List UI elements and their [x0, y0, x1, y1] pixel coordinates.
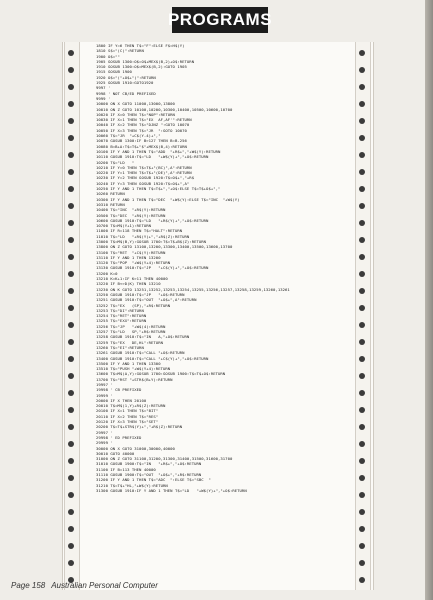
feed-hole — [359, 118, 365, 124]
feed-hole — [359, 84, 365, 90]
listing-line: 13200 K=0 — [96, 270, 118, 276]
listing-line: 13252 T$="EX (SP),"+R$:RETURN — [96, 302, 171, 308]
listing-line: 13259 T$="EX DE,HL":RETURN — [96, 339, 163, 345]
listing-line: 30000 ON X GOTO 31000,30000,40000 — [96, 445, 175, 451]
feed-hole — [68, 458, 74, 464]
section-title: PROGRAMS — [172, 7, 268, 33]
listing-line: 10070 GOSUB 1300:IF B>127 THEN B=B-256 — [96, 138, 187, 144]
listing-line: 1900 O$="" — [96, 53, 120, 59]
feed-hole — [68, 237, 74, 243]
feed-hole — [359, 390, 365, 396]
listing-line: 10400 T$="INC "+R$(Y):RETURN — [96, 207, 166, 213]
listing-line: 10230 IF Y=2 THEN GOSUB 1920:T$=O$+","+R$ — [96, 175, 195, 181]
feed-hole — [359, 186, 365, 192]
feed-hole — [68, 356, 74, 362]
listing-line: 10080 B=B+A:T$=T$+"$"+MEX$(B,4):RETURN — [96, 143, 187, 149]
feed-hole — [68, 67, 74, 73]
listing-line: 29997 ' — [96, 429, 113, 435]
listing-line: 31100 IF B=113 THEN 40000 — [96, 466, 156, 472]
listing-line: 13253 T$="DI":RETURN — [96, 307, 144, 313]
listing-line: 31200 IF Y AND 1 THEN T$="ADC ":ELSE T$="SBC " — [96, 477, 211, 483]
listing-line: 20100 IF X=1 THEN T$="BIT" — [96, 408, 159, 414]
feed-hole — [68, 101, 74, 107]
feed-hole — [68, 373, 74, 379]
feed-hole — [68, 288, 74, 294]
listing-line: 10220 IF Y=1 THEN T$=T$+"(DE)",A":RETURN — [96, 170, 192, 176]
feed-hole — [68, 271, 74, 277]
listing-line: 10050 IF X=3 THEN T$="JR ":GOTO 10070 — [96, 127, 187, 133]
listing-line: 13250 GOSUB 1910:T$="JP "+O$:RETURN — [96, 291, 185, 297]
listing-line: 10040 IF X=2 THEN T$="DJNZ ":GOTO 10070 — [96, 122, 190, 128]
listing-line: 10000 ON X GOTO 11000,13000,13800 — [96, 101, 175, 107]
feed-hole — [359, 152, 365, 158]
listing-line: 1920 O$="("+O$+")":RETURN — [96, 74, 156, 80]
listing-line: 10010 ON Z GOTO 10100,10200,10300,10400,10500,10600,10700 — [96, 106, 233, 112]
tractor-feed-left — [64, 42, 80, 590]
listing-line: 13100 T$="RET "+C$(Y):RETURN — [96, 249, 166, 255]
listing-line: 10100 IF Y AND 1 THEN T$="ADD "+R$+","+W$(Y):RETURN — [96, 148, 221, 154]
feed-hole — [68, 339, 74, 345]
feed-hole — [68, 220, 74, 226]
feed-hole — [68, 254, 74, 260]
listing-line: 10030 IF X=1 THEN T$="EX AF,AF'":RETURN — [96, 117, 192, 123]
program-listing — [96, 43, 354, 588]
listing-line: 1810 S$="(C)":RETURN — [96, 48, 144, 54]
listing-line: 11000 IF R=118 THEN T$="HALT":RETURN — [96, 228, 183, 234]
feed-hole — [359, 67, 365, 73]
feed-hole — [359, 339, 365, 345]
feed-hole — [359, 577, 365, 583]
feed-hole — [359, 441, 365, 447]
feed-hole — [359, 288, 365, 294]
listing-line: 13251 GOSUB 1910:T$="OUT "+O$+",A":RETURN — [96, 297, 197, 303]
feed-hole — [359, 373, 365, 379]
listing-line: 13120 T$="POP "+W$(Y+4):RETURN — [96, 260, 171, 266]
listing-line: 13258 GOSUB 1910:T$="IN A,"+O$:RETURN — [96, 334, 190, 340]
feed-hole — [68, 509, 74, 515]
listing-line: 1800 IF Y=6 THEN T$="F":ELSE F$=H$(Y) — [96, 43, 185, 48]
feed-hole — [359, 407, 365, 413]
listing-line: 13220 IF B<>D(K) THEN 13210 — [96, 281, 161, 287]
listing-line: 10200 T$="LD " — [96, 159, 135, 165]
feed-hole — [68, 424, 74, 430]
listing-line: 13500 IF Y AND 1 THEN 13300 — [96, 360, 161, 366]
listing-line: 13110 IF Y AND 1 THEN 13200 — [96, 254, 161, 260]
feed-hole — [68, 118, 74, 124]
listing-line: 1915 GOSUB 1900 — [96, 69, 132, 75]
listing-line: 20200 T$=T$+STR$(Y)+","+R$(Z):RETURN — [96, 424, 183, 430]
feed-hole — [359, 50, 365, 56]
listing-line: 10210 IF Y=0 THEN T$=T$+"(BC)",A":RETURN — [96, 164, 192, 170]
feed-hole — [68, 50, 74, 56]
page-footer — [11, 581, 158, 590]
feed-hole — [68, 305, 74, 311]
feed-hole — [359, 237, 365, 243]
feed-hole — [68, 84, 74, 90]
feed-hole — [359, 254, 365, 260]
listing-line: 11010 T$="LD "+R$(Y)+","+R$(Z):RETURN — [96, 233, 190, 239]
listing-line: 10600 GOSUB 1910:T$="LD "+R$(Y)+","+O$:RETURN — [96, 217, 209, 223]
tractor-feed-right — [355, 42, 371, 590]
feed-hole — [359, 458, 365, 464]
feed-hole — [68, 407, 74, 413]
listing-line: 1910 GOSUB 1300:O$=MEX$(B,2):GOTO 1905 — [96, 64, 187, 70]
feed-hole — [359, 220, 365, 226]
listing-line: 9999 ' — [96, 95, 111, 101]
listing-line: 31300 GOSUB 1910:IF Y AND 1 THEN T$="LD "+W$(Y)+","+O$:RETURN — [96, 487, 247, 493]
listing-line: 13600 T$=M$(A,Y):GOSUB 1700:GOSUB 1900:T$=T$+O$:RETURN — [96, 371, 226, 377]
listing-line: 31110 GOSUB 1900:T$="OUT "+O$+","+R$:RETURN — [96, 472, 202, 478]
feed-hole — [359, 560, 365, 566]
listing-line: 10020 IF X=0 THEN T$="NOP":RETURN — [96, 111, 175, 117]
feed-hole — [359, 424, 365, 430]
listing-line: 20010 T$=M$(1,Y)+R$(Z):RETURN — [96, 403, 166, 409]
feed-hole — [68, 492, 74, 498]
feed-hole — [359, 543, 365, 549]
listing-line: 1925 GOSUB 1910:GOTO1920 — [96, 80, 154, 86]
listing-line: 29999 ' — [96, 440, 113, 446]
listing-line: 9998 ' NOT CB/ED PREFIXED — [96, 90, 156, 96]
feed-hole — [68, 526, 74, 532]
feed-hole — [68, 186, 74, 192]
listing-line: 13260 T$="EI":RETURN — [96, 344, 144, 350]
listing-line: 10300 IF Y AND 1 THEN T$="DEC "+W$(Y):ELSE T$="INC "+W$(Y) — [96, 196, 240, 202]
listing-line: 13256 T$="JP "+W$(4):RETURN — [96, 323, 166, 329]
feed-hole — [68, 135, 74, 141]
feed-hole — [68, 390, 74, 396]
feed-hole — [359, 356, 365, 362]
feed-hole — [68, 560, 74, 566]
listing-line: 10060 T$="JR "+C$(Y-4)+"," — [96, 133, 161, 139]
listing-line: 13254 T$="RET":RETURN — [96, 313, 147, 319]
listing-line: 10240 IF Y=3 THEN GOSUB 1920:T$=O$+",A" — [96, 180, 190, 186]
listing-line: 13000 T$=M$(B,Y):GOSUB 1700:T$=T$+B$(Z):RETURN — [96, 238, 207, 244]
listing-line: 19997 ' — [96, 382, 113, 387]
listing-line: 13400 GOSUB 1910:T$="CALL "+C$(Y)+","+O$:RETURN — [96, 355, 209, 361]
listing-line: 13800 ON Z GOTO 13100,13200,13300,13400,13500,13600,13700 — [96, 244, 233, 250]
listing-line: 29998 ' ED PREFIXED — [96, 434, 142, 440]
page-number: Page 158 — [11, 581, 46, 590]
listing-line: 31210 T$=T$+"HL,"+W$(Y):RETURN — [96, 482, 168, 488]
listing-line: 13510 T$="PUSH "+W$(Y+4):RETURN — [96, 366, 171, 372]
listing-line: 13257 T$="LD SP,"+R$:RETURN — [96, 329, 166, 335]
feed-hole — [68, 169, 74, 175]
feed-hole — [359, 526, 365, 532]
listing-line: 10260 RETURN — [96, 191, 125, 197]
listing-line: 20110 IF X=2 THEN T$="RES" — [96, 413, 159, 419]
listing-line: 31000 ON Z GOTO 31100,31200,31300,31400,31500,31600,31700 — [96, 456, 233, 462]
listing-line: 1905 GOSUB 1300:O$=O$+MEX$(B,2)+O$:RETURN — [96, 58, 195, 64]
listing-line: 10250 IF Y AND 1 THEN T$=T$+","+O$:ELSE T$=T$+O$+"," — [96, 186, 221, 192]
listing-line: 10110 GOSUB 1910:T$="LD "+W$(Y)+","+O$:RETURN — [96, 154, 209, 160]
feed-hole — [68, 543, 74, 549]
feed-hole — [359, 169, 365, 175]
listing-line: 9997 ' — [96, 85, 111, 91]
feed-hole — [359, 271, 365, 277]
listing-line: 10310 RETURN — [96, 201, 125, 207]
feed-hole — [359, 305, 365, 311]
listing-line: 10500 T$="DEC "+R$(Y):RETURN — [96, 212, 166, 218]
listing-line: 19999 ' — [96, 392, 113, 398]
feed-hole — [68, 322, 74, 328]
feed-hole — [359, 135, 365, 141]
listing-line: 10700 T$=M$(Y+1):RETURN — [96, 223, 152, 229]
listing-line: 13230 ON K GOTO 13251,13252,13253,13254,13255,13256,13257,13258,13259,13260,13261 — [96, 286, 290, 292]
facing-page-edge — [425, 0, 433, 600]
listing-line: 31010 GOSUB 1900:T$="IN "+R$+","+O$:RETURN — [96, 461, 202, 467]
listing-line: 13255 T$="EXX":RETURN — [96, 318, 147, 324]
listing-line: 20120 IF X=3 THEN T$="SET" — [96, 419, 159, 425]
feed-hole — [68, 203, 74, 209]
feed-hole — [359, 492, 365, 498]
feed-hole — [68, 441, 74, 447]
listing-line: 13700 T$="RST "+STR$(B+Y):RETURN — [96, 376, 173, 382]
feed-hole — [359, 509, 365, 515]
listing-line: 30010 GOTO 40000 — [96, 450, 135, 456]
listing-line: 13210 K=K+1:IF K>11 THEN 40000 — [96, 276, 168, 282]
feed-hole — [359, 322, 365, 328]
feed-hole — [68, 152, 74, 158]
listing-line: 19998 ' CB PREFIXED — [96, 387, 142, 393]
feed-hole — [359, 475, 365, 481]
listing-line: 13261 GOSUB 1910:T$="CALL "+O$:RETURN — [96, 350, 185, 356]
listing-line: 13130 GOSUB 1910:T$="JP "+C$(Y)+","+O$:RETURN — [96, 265, 209, 271]
feed-hole — [359, 101, 365, 107]
listing-line: 20000 IF X THEN 20100 — [96, 397, 147, 403]
feed-hole — [68, 475, 74, 481]
feed-hole — [359, 203, 365, 209]
publication-name: Australian Personal Computer — [51, 581, 158, 590]
